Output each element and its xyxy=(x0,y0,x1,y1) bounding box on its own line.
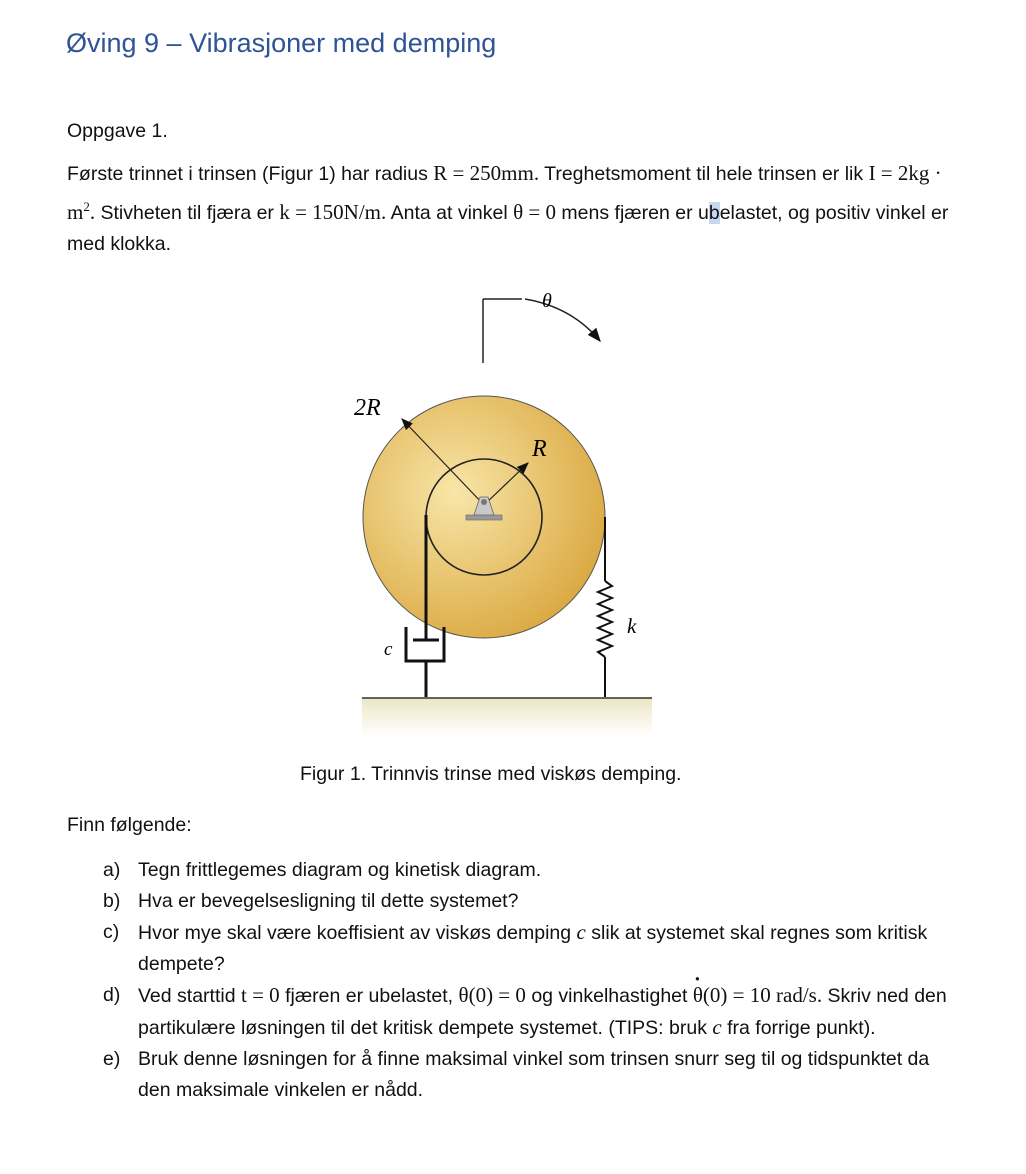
intro-text: Første trinnet i trinsen (Figur 1) har radius xyxy=(67,163,434,185)
angle-arrow xyxy=(525,299,600,341)
question-b xyxy=(100,886,960,917)
task-heading: Oppgave 1. xyxy=(67,120,168,142)
math-equation: t = 0 xyxy=(240,983,280,1007)
question-text: slik at systemet skal regnes som kritisk dempete? xyxy=(138,922,928,975)
pivot-base xyxy=(466,515,502,520)
intro-text: Anta at vinkel xyxy=(386,201,514,224)
stiffness-equation: k = 150N/m. xyxy=(279,199,387,224)
question-text: fra forrige punkt). xyxy=(721,1017,876,1039)
question-text: fjæren er ubelastet, xyxy=(279,985,459,1007)
question-label: c) xyxy=(103,921,120,943)
text-cursor-highlight: b xyxy=(708,201,720,224)
theta-label: θ xyxy=(542,290,552,312)
question-c xyxy=(100,917,960,980)
label-2r: 2R xyxy=(354,395,381,421)
intro-text: mens fjæren er u xyxy=(556,201,709,224)
question-text: Hva er bevegelsesligning til dette systemet? xyxy=(138,890,519,912)
pivot-pin xyxy=(481,499,487,505)
question-a xyxy=(100,855,960,886)
question-text: Ved starttid xyxy=(138,985,241,1007)
question-label: e) xyxy=(103,1048,121,1070)
question-d xyxy=(100,980,960,1044)
math-symbol: c xyxy=(712,1015,722,1039)
inertia-period: . xyxy=(89,199,96,224)
radius-equation: R = 250mm. xyxy=(433,161,540,185)
intro-paragraph xyxy=(67,158,967,261)
spring xyxy=(598,581,612,657)
angle-equation: θ = 0 xyxy=(513,199,557,224)
question-text: og vinkelhastighet xyxy=(525,985,693,1007)
ground xyxy=(362,698,652,736)
math-symbol: c xyxy=(576,920,586,944)
question-label: a) xyxy=(103,859,121,881)
intro-text: elastet, og positiv vinkel er med klokka. xyxy=(67,201,949,255)
question-text: Hvor mye skal være koeffisient av viskøs demping xyxy=(138,922,577,944)
question-e xyxy=(100,1044,960,1106)
label-c: c xyxy=(384,639,393,660)
figure-caption: Figur 1. Trinnvis trinse med viskøs demping. xyxy=(300,763,682,785)
theta-dot-symbol: θ · xyxy=(693,980,703,1011)
page-title: Øving 9 – Vibrasjoner med demping xyxy=(66,28,497,58)
math-equation: (0) = 10 rad/s. xyxy=(702,983,823,1007)
question-text: Skriv ned den partikulære løsningen til det kritisk dempete systemet. (TIPS: bruk xyxy=(138,985,947,1039)
intro-text: Treghetsmoment til hele trinsen er lik xyxy=(539,163,869,185)
question-text: Bruk denne løsningen for å finne maksimal vinkel som trinsen snurr seg til og tidspunktet da den maksimale vinkelen er nådd. xyxy=(138,1048,930,1101)
inertia-exponent: 2 xyxy=(83,198,90,214)
intro-text: Stivheten til fjæra er xyxy=(95,201,280,224)
section-heading: Finn følgende: xyxy=(67,814,192,836)
label-r: R xyxy=(532,436,547,462)
label-k: k xyxy=(627,614,637,638)
question-label: d) xyxy=(103,984,121,1006)
inertia-value: I = 2kg · m xyxy=(67,161,942,224)
question-list xyxy=(100,855,960,1106)
question-text: Tegn frittlegemes diagram og kinetisk diagram. xyxy=(138,859,542,881)
pulley-figure xyxy=(350,285,660,740)
math-equation: θ(0) = 0 xyxy=(458,983,526,1007)
question-label: b) xyxy=(103,890,121,912)
